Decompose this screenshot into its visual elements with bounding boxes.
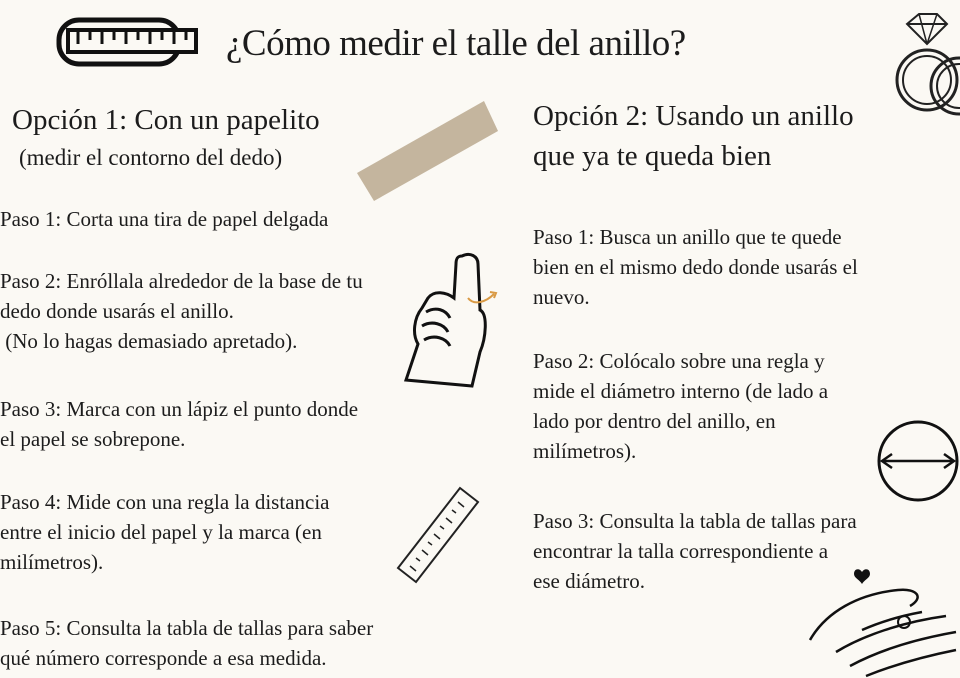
- option2-step-1: Paso 1: Busca un anillo que te quede bien en el mismo dedo donde usarás el nuevo.: [533, 225, 858, 309]
- finger-hand-icon: [400, 248, 502, 388]
- diameter-icon: [876, 418, 960, 504]
- option1-subheading: (medir el contorno del dedo): [19, 145, 283, 170]
- option2-heading: Opción 2: Usando un anillo que ya te queda bien: [533, 100, 854, 172]
- option2-step-3: Paso 3: Consulta la tabla de tallas para encontrar la talla correspondiente a ese diámetro.: [533, 509, 857, 593]
- hands-icon: [806, 566, 960, 678]
- option1-heading: Opción 1: Con un papelito: [12, 104, 320, 136]
- option1-step-5: Paso 5: Consulta la tabla de tallas para saber qué número corresponde a esa medida.: [0, 616, 374, 670]
- option1-step-4: Paso 4: Mide con una regla la distancia entre el inicio del papel y la marca (en milímetros).: [0, 490, 330, 574]
- option1-step-3: Paso 3: Marca con un lápiz el punto donde el papel se sobrepone.: [0, 397, 359, 451]
- ruler-icon: [396, 486, 480, 584]
- option1-step-2: Paso 2: Enróllala alrededor de la base de tu dedo donde usarás el anillo. (No lo hagas demasiado apretado).: [0, 269, 363, 353]
- page-title: ¿Cómo medir el talle del anillo?: [226, 23, 686, 64]
- rings-icon: [893, 10, 960, 122]
- paper-strip-icon: [352, 95, 502, 205]
- measuring-tape-icon: [56, 14, 198, 72]
- option1-step-1: Paso 1: Corta una tira de papel delgada: [0, 207, 329, 231]
- option2-step-2: Paso 2: Colócalo sobre una regla y mide el diámetro interno (de lado a lado por dentro del anillo, en milímetros).: [533, 349, 829, 463]
